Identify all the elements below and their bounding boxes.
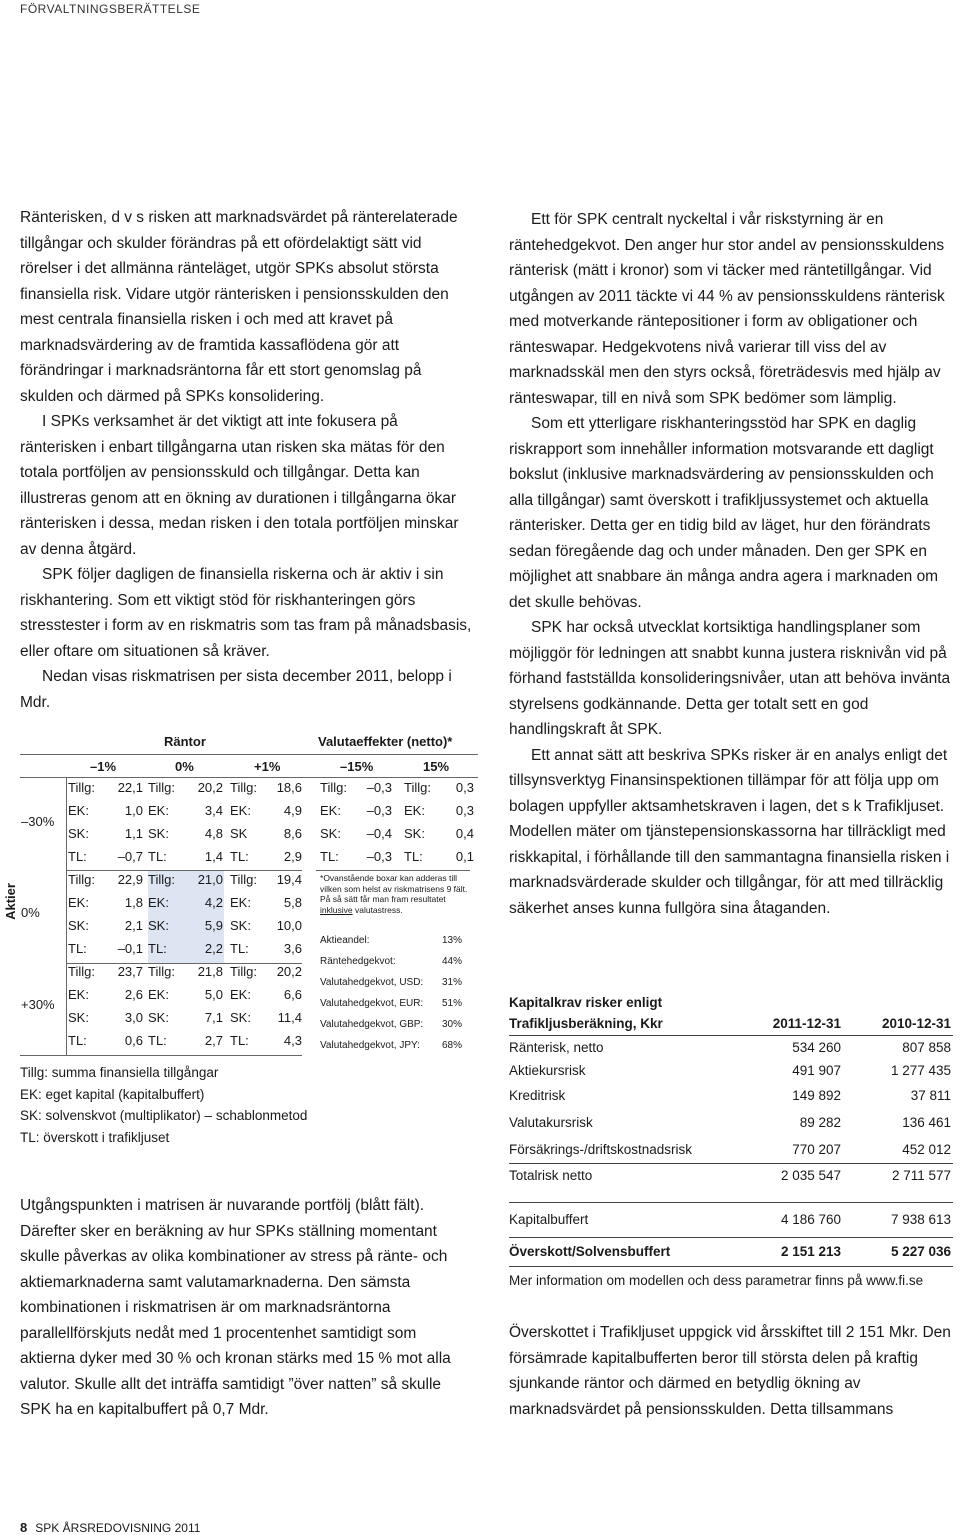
matrix-header-rantor: Räntor (164, 734, 206, 749)
matrix-cell (68, 803, 143, 818)
matrix-cell (68, 987, 143, 1002)
matrix-cell-value: 2,7 (204, 1033, 223, 1048)
matrix-col-plus1: +1% (254, 759, 281, 774)
matrix-cell-label: Tillg: (68, 780, 95, 795)
left-column-top (20, 205, 475, 715)
row-value-2010: 807 858 (902, 1040, 951, 1055)
matrix-cell-label: TL: (230, 941, 249, 956)
matrix-cell-label: EK: (68, 895, 89, 910)
legend-label: Valutahedgekvot, USD: (320, 977, 424, 988)
paragraph-verksamhet: I SPKs verksamhet är det viktigt att inte fokusera på ränterisken i enbart tillgångarna utan risken ska mätas för den totala portföljen av pensionsskuld och tillgångar. Detta kan illustreras genom att en ökning av durationen i tillgångarna ökar ränterisken i dessa, medan risken i den totala portföljen minskar av denna åtgärd. (20, 413, 459, 558)
matrix-cell-label: SK: (148, 918, 169, 933)
matrix-header-valuta: Valutaeffekter (netto)* (318, 734, 453, 749)
matrix-cell-value: 19,4 (276, 872, 302, 887)
legend-row (320, 1040, 462, 1051)
row-value-2011: 2 035 547 (780, 1168, 841, 1183)
row-label: Överskott/Solvensbuffert (509, 1244, 671, 1259)
matrix-cell (230, 964, 302, 979)
matrix-row-label-0: 0% (21, 905, 40, 920)
matrix-cell (230, 941, 302, 956)
abbr-sk: SK: solvenskvot (multiplikator) – schablonmetod (20, 1108, 308, 1123)
matrix-cell (320, 826, 392, 841)
matrix-cell (148, 1033, 223, 1048)
matrix-cell-label: SK: (68, 1010, 89, 1025)
row-value-2011: 89 282 (799, 1115, 841, 1130)
matrix-cell-value: 5,9 (204, 918, 223, 933)
matrix-cell (230, 1033, 302, 1048)
matrix-cell-label: TL: (320, 849, 339, 864)
row-label: Ränterisk, netto (509, 1040, 604, 1055)
matrix-cell (148, 849, 223, 864)
row-label: Aktiekursrisk (509, 1063, 586, 1078)
matrix-cell-label: TL: (148, 941, 167, 956)
matrix-cell (230, 895, 302, 910)
table-row (509, 1059, 953, 1082)
matrix-cell (68, 941, 143, 956)
matrix-cell-label: Tillg: (230, 780, 257, 795)
matrix-rule (20, 777, 478, 778)
table-row (509, 1036, 953, 1059)
page-footer (20, 1520, 200, 1535)
matrix-cell-label: EK: (320, 803, 341, 818)
note-end: valutastress. (352, 904, 403, 915)
matrix-cell (68, 826, 143, 841)
matrix-cell-value: –0,4 (366, 826, 392, 841)
matrix-row-label-plus30: +30% (21, 997, 55, 1012)
matrix-cell-value: 11,4 (277, 1010, 302, 1025)
matrix-cell-value: 21,0 (197, 872, 223, 887)
matrix-cell (230, 826, 302, 841)
matrix-cell (68, 872, 143, 887)
matrix-cell-label: SK: (68, 826, 89, 841)
matrix-cell-label: Tillg: (148, 964, 175, 979)
matrix-cell-label: TL: (404, 849, 423, 864)
risk-matrix (0, 732, 480, 1062)
matrix-cell-label: TL: (68, 849, 87, 864)
legend-row (320, 1019, 462, 1030)
legend-label: Valutahedgekvot, EUR: (320, 998, 424, 1009)
matrix-cell (404, 826, 474, 841)
paragraph-handlingsplaner: SPK har också utvecklat kortsiktiga handlingsplaner som möjliggör för ledningen att snabbt kunna justera risknivån vid på förhand fastställda konsolideringsnivåer, utan att behöva invänta styrelsens godkännande. Detta ger totalt sett en god handlingskraft åt SPK. (509, 619, 951, 738)
matrix-cell-value: 1,8 (124, 895, 143, 910)
matrix-cell-value: 7,1 (204, 1010, 223, 1025)
matrix-cell-value: 4,9 (283, 803, 302, 818)
matrix-cell-value: 1,1 (124, 826, 143, 841)
matrix-cell-label: SK: (404, 826, 425, 841)
matrix-col-minus1: –1% (90, 759, 117, 774)
matrix-cell (230, 987, 302, 1002)
table-row-buffer (509, 1203, 953, 1237)
row-label: Försäkrings-/driftskostnadsrisk (509, 1142, 693, 1157)
matrix-col-15: 15% (423, 759, 450, 774)
matrix-cell-value: 23,7 (117, 964, 143, 979)
matrix-cell-label: Tillg: (230, 872, 257, 887)
matrix-cell (320, 803, 392, 818)
matrix-cell-label: SK (230, 826, 248, 841)
row-value-2011: 2 151 213 (780, 1244, 841, 1259)
matrix-cell-value: 20,2 (197, 780, 223, 795)
legend-value: 13% (441, 935, 462, 946)
legend-value: 51% (441, 998, 462, 1009)
matrix-cell-value: 2,2 (204, 941, 223, 956)
matrix-cell-value: 1,0 (124, 803, 143, 818)
matrix-cell-value: 4,3 (283, 1033, 302, 1048)
note-underlined: inklusive (320, 904, 353, 915)
matrix-col-0: 0% (175, 759, 194, 774)
matrix-cell-value: –0,1 (117, 941, 143, 956)
matrix-cell-value: –0,7 (117, 849, 143, 864)
legend-row (320, 956, 462, 967)
paragraph-utgangspunkt: Utgångspunkten i matrisen är nuvarande portfölj (blått fält). Därefter sker en beräkning av hur SPKs ställning momentant skulle påverkas av olika kombinationer av stress på ränte- och aktiemarknaderna samt valutamarknaderna. Den sämsta kombinationen i riskmatrisen är om marknadsräntorna parallellförskjuts nedåt med 1 procentenhet samtidigt som aktierna dyker med 30 % och kronan stärks med 15 % mot alla valutor. Skulle allt det inträffa samtidigt ”över natten” så skulle SPK ha en kapitalbuffert på 0,7 Mdr. (20, 1197, 451, 1418)
table-row (509, 1082, 953, 1109)
matrix-cell (68, 780, 143, 795)
matrix-cell-value: 10,0 (276, 918, 302, 933)
capital-requirement-table (509, 994, 953, 1291)
matrix-rule (66, 870, 302, 871)
matrix-cell-label: SK: (230, 1010, 251, 1025)
row-value-2010: 7 938 613 (890, 1212, 951, 1227)
paragraph-overskott: Överskottet i Trafikljuset uppgick vid årsskiftet till 2 151 Mkr. Den försämrade kapitalbufferten beror till största delen på kraftig sjunkande räntor och därmed en betydlig ökning av marknadsvärdet på pensionsskulden. Detta tillsammans (509, 1324, 951, 1418)
row-value-2010: 1 277 435 (890, 1063, 951, 1078)
matrix-cell (148, 918, 223, 933)
note-text: Ovanstående boxar kan adderas till vilken som helst av riskmatrisens 9 fält. På så sätt får man fram resultatet (320, 873, 468, 904)
matrix-cell-value: 0,3 (455, 803, 474, 818)
matrix-cell (68, 895, 143, 910)
matrix-cell-value: 3,4 (204, 803, 223, 818)
matrix-cell (148, 964, 223, 979)
matrix-cell-label: TL: (68, 941, 87, 956)
table-row-surplus (509, 1238, 953, 1266)
legend-label: Räntehedgekvot: (320, 956, 396, 967)
matrix-cell-label: EK: (148, 987, 169, 1002)
paragraph-trafikljuset: Ett annat sätt att beskriva SPKs risker är en analys enligt det tillsynsverktyg Finansinspektionen tillämpar för att följa upp om bolagen uppfyller aktsamhetskraven i lagen, det s k Trafikljuset. Modellen mäter om tjänstepensionskassorna har tillräckligt med riskkapital, i förhållande till den sammantagna finansiella risken i marknadsvärderade skulder och tillgångar, för att med tillräcklig säkerhet anses kunna fullgöra sina åtaganden. (509, 746, 950, 917)
matrix-cell-value: 3,6 (283, 941, 302, 956)
matrix-cell (148, 987, 223, 1002)
matrix-cell-label: SK: (68, 918, 89, 933)
paragraph-riskhantering: SPK följer dagligen de finansiella riskerna och är aktiv i sin riskhantering. Som ett viktigt stöd för riskhanteringen görs stresstester i form av en riskmatris som tas fram på månadsbasis, eller oftare om situationen så kräver. (20, 566, 472, 660)
matrix-cell (320, 780, 392, 795)
matrix-cell (148, 803, 223, 818)
matrix-cell-label: Tillg: (320, 780, 347, 795)
matrix-cell-value: –0,3 (366, 780, 392, 795)
matrix-cell-label: EK: (68, 987, 89, 1002)
legend-value: 30% (441, 1019, 462, 1030)
matrix-cell-value: 4,2 (204, 895, 223, 910)
paragraph-ranterisk: Ränterisken, d v s risken att marknadsvärdet på ränterelaterade tillgångar och skulder förändras på ett ofördelaktigt sätt vid rörelser i det allmänna ränteläget, utgör SPKs absolut största finansiella risk. Vidare utgör ränterisken i pensionsskulden den mest centrala finansiella risken i och med att kravet på marknadsvärdering av de framtida kassaflödena gör att förändringar i marknadsräntorna får ett stort genomslag på skulden och därmed på SPKs konsolidering. (20, 209, 458, 405)
table-body (509, 1036, 953, 1163)
matrix-cell-label: Tillg: (68, 964, 95, 979)
matrix-cell (404, 849, 474, 864)
matrix-cell-label: EK: (148, 803, 169, 818)
matrix-cell-value: 5,0 (204, 987, 223, 1002)
matrix-cell-value: 20,2 (276, 964, 302, 979)
matrix-cell-label: EK: (230, 895, 251, 910)
right-column-top (509, 207, 954, 921)
matrix-cell (68, 849, 143, 864)
matrix-cell-label: EK: (68, 803, 89, 818)
matrix-col-minus15: –15% (340, 759, 374, 774)
matrix-cell-value: –0,3 (366, 849, 392, 864)
matrix-cell-label: EK: (148, 895, 169, 910)
matrix-cell-label: Tillg: (230, 964, 257, 979)
matrix-cell (230, 780, 302, 795)
matrix-cell-label: SK: (320, 826, 341, 841)
abbr-tillg: Tillg: summa finansiella tillgångar (20, 1065, 219, 1080)
legend-label: Valutahedgekvot, JPY: (320, 1040, 420, 1051)
matrix-axis-aktier: Aktier (2, 883, 18, 920)
matrix-cell-label: Tillg: (404, 780, 431, 795)
matrix-cell-value: 5,8 (283, 895, 302, 910)
matrix-cell-label: Tillg: (148, 872, 175, 887)
matrix-cell-value: 6,6 (283, 987, 302, 1002)
legend-value: 31% (441, 977, 462, 988)
row-label: Valutakursrisk (509, 1115, 593, 1130)
abbr-ek: EK: eget kapital (kapitalbuffert) (20, 1086, 205, 1102)
matrix-cell-value: 22,1 (117, 780, 143, 795)
legend-label: Valutahedgekvot, GBP: (320, 1019, 424, 1030)
row-value-2011: 770 207 (792, 1142, 841, 1157)
matrix-cell-label: TL: (230, 1033, 249, 1048)
legend-value: 68% (441, 1040, 462, 1051)
matrix-cell (230, 849, 302, 864)
matrix-rule (316, 870, 470, 871)
matrix-cell-value: 4,8 (204, 826, 223, 841)
row-label: Kapitalbuffert (509, 1212, 589, 1227)
paragraph-rantehedgekvot: Ett för SPK centralt nyckeltal i vår riskstyrning är en räntehedgekvot. Den anger hur stor andel av pensionsskuldens ränterisk (mätt i kronor) som vi täcker med räntetillgångar. Vid utgången av 2011 täckte vi 44 % av pensionsskuldens ränterisk med motverkande räntepositioner i form av obligationer och ränteswapar. Hedgekvotens nivå varierar till viss del av marknadsskäl men den styrs också, företrädesvis med hjälp av ränteswapar, till en nivå som SPK bedömer som lämplig. (509, 211, 945, 407)
row-value-2011: 149 892 (792, 1088, 841, 1103)
matrix-cell (148, 826, 223, 841)
row-value-2011: 4 186 760 (780, 1212, 841, 1227)
matrix-vrule (66, 777, 67, 1055)
right-column-bottom (509, 1320, 954, 1422)
matrix-cell-value: 2,9 (283, 849, 302, 864)
matrix-cell-value: 0,6 (124, 1033, 143, 1048)
matrix-cell-value: 0,4 (455, 826, 474, 841)
row-value-2010: 136 461 (902, 1115, 951, 1130)
row-value-2011: 534 260 (792, 1040, 841, 1055)
legend-row (320, 998, 462, 1009)
matrix-cell-value: 3,0 (124, 1010, 143, 1025)
matrix-cell-value: 0,3 (455, 780, 474, 795)
matrix-cell (404, 780, 474, 795)
row-value-2010: 5 227 036 (890, 1244, 951, 1259)
row-label: Kreditrisk (509, 1088, 566, 1103)
report-title: SPK ÅRSREDOVISNING 2011 (35, 1521, 201, 1535)
table-header-row (509, 1012, 953, 1035)
matrix-cell (68, 918, 143, 933)
matrix-cell-value: 1,4 (204, 849, 223, 864)
matrix-cell-label: EK: (404, 803, 425, 818)
row-label: Totalrisk netto (509, 1168, 593, 1183)
row-value-2010: 37 811 (910, 1088, 951, 1103)
note-star: * (320, 873, 324, 883)
table-row (509, 1109, 953, 1136)
matrix-cell-value: 18,6 (276, 780, 302, 795)
matrix-cell-label: SK: (148, 826, 169, 841)
section-header: FÖRVALTNINGSBERÄTTELSE (20, 2, 201, 16)
matrix-cell-label: TL: (230, 849, 249, 864)
table-title-line2: Trafikljusberäkning, Kkr (509, 1016, 663, 1031)
matrix-cell-label: TL: (148, 849, 167, 864)
left-column-bottom (20, 1193, 475, 1423)
col-header-2011: 2011-12-31 (772, 1016, 841, 1031)
matrix-cell (230, 803, 302, 818)
row-value-2011: 491 907 (792, 1063, 841, 1078)
matrix-cell-label: EK: (230, 987, 251, 1002)
matrix-cell (148, 895, 223, 910)
abbr-tl: TL: överskott i trafikljuset (20, 1129, 170, 1145)
matrix-cell (68, 1010, 143, 1025)
matrix-cell-label: EK: (230, 803, 251, 818)
legend-row (320, 935, 462, 946)
matrix-cell-value: 2,1 (124, 918, 143, 933)
matrix-cell (148, 941, 223, 956)
matrix-cell (148, 780, 223, 795)
table-row (509, 1136, 953, 1163)
matrix-rule (20, 1055, 302, 1056)
matrix-cell-value: 21,8 (197, 964, 223, 979)
page-number: 8 (20, 1520, 28, 1535)
matrix-rule (66, 963, 302, 964)
paragraph-riskmatris-intro: Nedan visas riskmatrisen per sista december 2011, belopp i Mdr. (20, 668, 452, 711)
matrix-cell (68, 964, 143, 979)
matrix-cell (230, 1010, 302, 1025)
table-source-note: Mer information om modellen och dess parametrar finns på www.fi.se (509, 1273, 924, 1288)
legend-label: Aktieandel: (320, 935, 370, 946)
matrix-cell (230, 872, 302, 887)
matrix-note (320, 873, 470, 915)
abbreviations (20, 1062, 307, 1148)
matrix-cell-value: 2,6 (124, 987, 143, 1002)
matrix-cell-value: 8,6 (283, 826, 302, 841)
table-row-total (509, 1164, 953, 1188)
matrix-cell (68, 1033, 143, 1048)
matrix-cell-value: 22,9 (117, 872, 143, 887)
matrix-rule (20, 754, 478, 755)
matrix-cell-label: TL: (148, 1033, 167, 1048)
matrix-cell (320, 849, 392, 864)
matrix-cell-value: 0,1 (455, 849, 474, 864)
matrix-row-label-minus30: –30% (21, 814, 55, 829)
matrix-cell (230, 918, 302, 933)
table-title-line1: Kapitalkrav risker enligt (509, 995, 663, 1010)
legend-row (320, 977, 462, 988)
matrix-cell (404, 803, 474, 818)
matrix-cell (148, 872, 223, 887)
matrix-cell-label: SK: (230, 918, 251, 933)
row-value-2010: 2 711 577 (891, 1168, 951, 1183)
matrix-cell-label: TL: (68, 1033, 87, 1048)
matrix-cell (148, 1010, 223, 1025)
legend-value: 44% (441, 956, 462, 967)
matrix-cell-label: Tillg: (68, 872, 95, 887)
col-header-2010: 2010-12-31 (881, 1016, 951, 1031)
row-value-2010: 452 012 (902, 1142, 951, 1157)
table-rule (509, 1266, 953, 1267)
matrix-cell-value: –0,3 (366, 803, 392, 818)
table-title-row1 (509, 994, 953, 1012)
matrix-cell-label: Tillg: (148, 780, 175, 795)
paragraph-riskrapport: Som ett ytterligare riskhanteringsstöd har SPK en daglig riskrapport som innehåller information motsvarande ett dagligt bokslut (inklusive marknadsvärdering av pensionsskulden och alla tillgångar) samt överskott i trafikljussystemet och aktuella ränterisker. Detta ger en tidig bild av läget, hur den förändrats sedan föregående dag och under månaden. Den ger SPK en möjlighet att snabbare än många andra agera i marknaden om det skulle behövas. (509, 415, 939, 611)
matrix-cell-label: SK: (148, 1010, 169, 1025)
